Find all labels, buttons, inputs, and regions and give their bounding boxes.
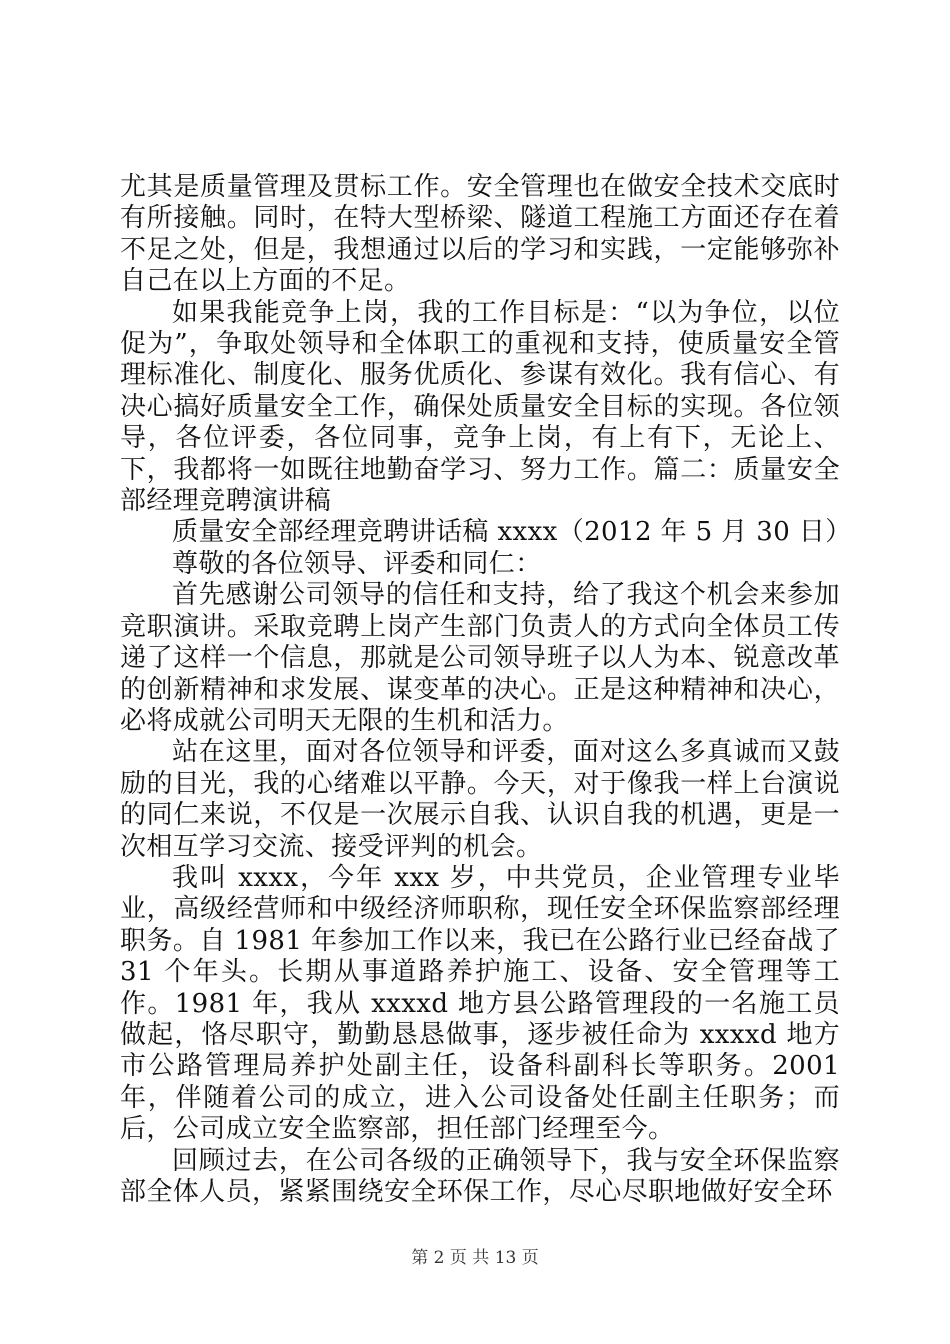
paragraph-5: 首先感谢公司领导的信任和支持，给了我这个机会来参加竞职演讲。采取竞聘上岗产生部门负责人的方式向全体员工传递了这样一个信息，那就是公司领导班子以人为本、锐意改革的创新精神和求发展、谋变革的决心。正是这种精神和决心，必将成就公司明天无限的生机和活力。	[120, 580, 840, 736]
paragraph-7: 我叫 xxxx，今年 xxx 岁，中共党员，企业管理专业毕业，高级经营师和中级经济师职称，现任安全环保监察部经理职务。自 1981 年参加工作以来，我已在公路行业已经奋战了 31 个年头。长期从事道路养护施工、设备、安全管理等工作。1981 年，我从 xxxxd 地方县公路管理段的一名施工员做起，恪尽职守，勤勤恳恳做事，逐步被任命为 xxxxd 地方市公路管理局养护处副主任，设备科副科长等职务。2001 年，伴随着公司的成立，进入公司设备处任副主任职务；而后，公司成立安全监察部，担任部门经理至今。	[120, 862, 840, 1145]
paragraph-1: 尤其是质量管理及贯标工作。安全管理也在做安全技术交底时有所接触。同时，在特大型桥梁、隧道工程施工方面还存在着不足之处，但是，我想通过以后的学习和实践，一定能够弥补自己在以上方面的不足。	[120, 172, 840, 297]
paragraph-4: 尊敬的各位领导、评委和同仁：	[172, 548, 542, 579]
page-footer: 第 2 页 共 13 页	[411, 1248, 539, 1268]
paragraph-2: 如果我能竞争上岗，我的工作目标是：“以为争位，以位促为”，争取处领导和全体职工的重视和支持，使质量安全管理标准化、制度化、服务优质化、参谋有效化。我有信心、有决心搞好质量安全工作，确保处质量安全目标的实现。各位领导，各位评委，各位同事，竞争上岗，有上有下，无论上、下，我都将一如既往地勤奋学习、努力工作。篇二：质量安全部经理竞聘演讲稿	[120, 297, 840, 517]
paragraph-6: 站在这里，面对各位领导和评委，面对这么多真诚而又鼓励的目光，我的心绪难以平静。今天，对于像我一样上台演说的同仁来说，不仅是一次展示自我、认识自我的机遇，更是一次相互学习交流、接受评判的机会。	[120, 737, 840, 862]
paragraph-8: 回顾过去，在公司各级的正确领导下，我与安全环保监察部全体人员，紧紧围绕安全环保工作，尽心尽职地做好安全环	[120, 1145, 840, 1207]
document-body	[120, 172, 852, 1208]
paragraph-3: 质量安全部经理竞聘讲话稿 xxxx（2012 年 5 月 30 日）	[172, 517, 852, 548]
